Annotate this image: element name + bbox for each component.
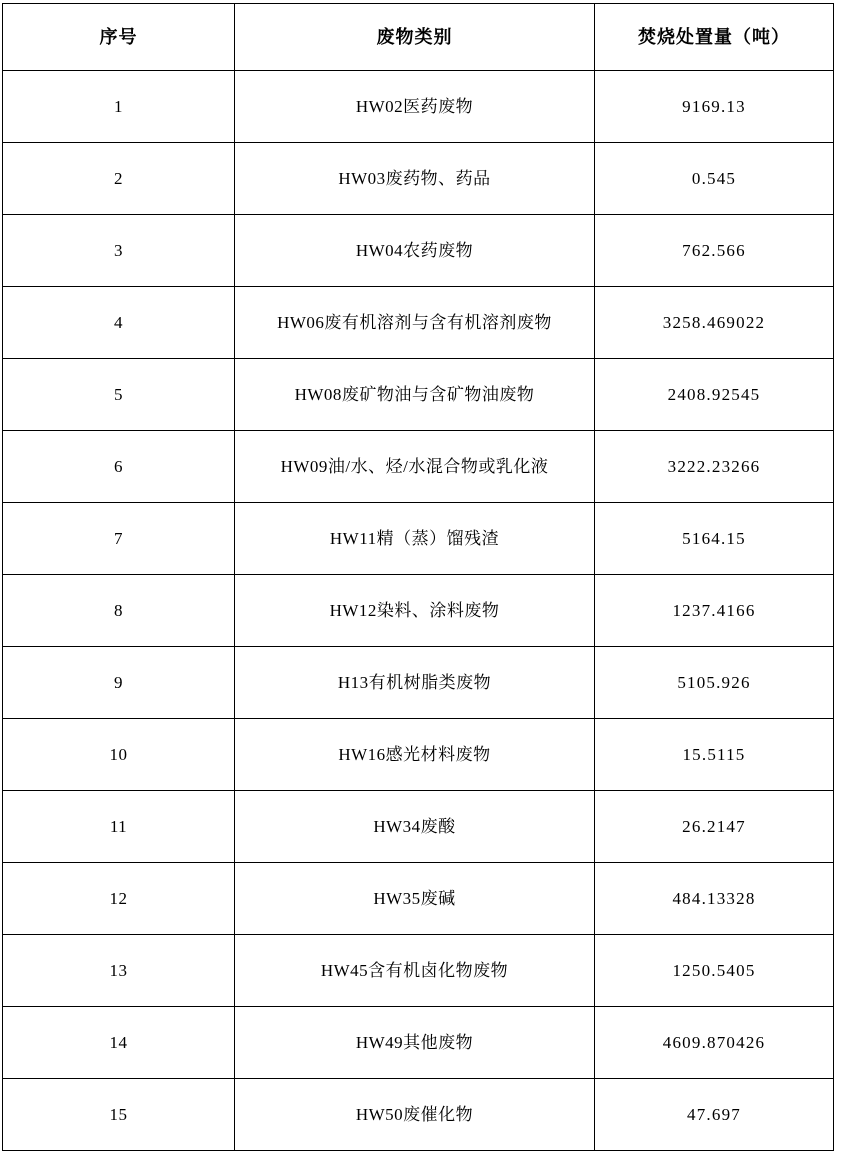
column-header-category: 废物类别	[235, 4, 595, 71]
cell-index: 6	[3, 431, 235, 503]
cell-amount: 3258.469022	[595, 287, 834, 359]
cell-index: 3	[3, 215, 235, 287]
cell-amount: 5164.15	[595, 503, 834, 575]
cell-category: HW34废酸	[235, 791, 595, 863]
column-header-index: 序号	[3, 4, 235, 71]
cell-category: HW08废矿物油与含矿物油废物	[235, 359, 595, 431]
cell-amount: 26.2147	[595, 791, 834, 863]
table-row	[3, 71, 834, 143]
table-row	[3, 575, 834, 647]
table-body	[3, 71, 834, 1151]
cell-amount: 1237.4166	[595, 575, 834, 647]
cell-amount: 484.13328	[595, 863, 834, 935]
cell-amount: 1250.5405	[595, 935, 834, 1007]
cell-index: 2	[3, 143, 235, 215]
column-header-amount: 焚烧处置量（吨）	[595, 4, 834, 71]
cell-index: 9	[3, 647, 235, 719]
table-row	[3, 863, 834, 935]
cell-index: 14	[3, 1007, 235, 1079]
cell-amount: 4609.870426	[595, 1007, 834, 1079]
cell-category: HW04农药废物	[235, 215, 595, 287]
cell-index: 11	[3, 791, 235, 863]
cell-index: 1	[3, 71, 235, 143]
cell-index: 5	[3, 359, 235, 431]
table-row	[3, 215, 834, 287]
cell-category: HW12染料、涂料废物	[235, 575, 595, 647]
document-sheet	[0, 3, 847, 1151]
cell-category: HW06废有机溶剂与含有机溶剂废物	[235, 287, 595, 359]
cell-category: HW50废催化物	[235, 1079, 595, 1151]
table-row	[3, 1079, 834, 1151]
cell-index: 13	[3, 935, 235, 1007]
table-row	[3, 359, 834, 431]
cell-amount: 0.545	[595, 143, 834, 215]
table-row	[3, 287, 834, 359]
table-row	[3, 791, 834, 863]
cell-category: HW45含有机卤化物废物	[235, 935, 595, 1007]
table-row	[3, 935, 834, 1007]
cell-category: HW16感光材料废物	[235, 719, 595, 791]
cell-amount: 5105.926	[595, 647, 834, 719]
table-row	[3, 143, 834, 215]
table-row	[3, 431, 834, 503]
cell-index: 15	[3, 1079, 235, 1151]
cell-amount: 3222.23266	[595, 431, 834, 503]
table-row	[3, 503, 834, 575]
cell-category: HW35废碱	[235, 863, 595, 935]
cell-amount: 15.5115	[595, 719, 834, 791]
cell-category: HW49其他废物	[235, 1007, 595, 1079]
table-row	[3, 719, 834, 791]
waste-incineration-table	[2, 3, 834, 1151]
cell-amount: 47.697	[595, 1079, 834, 1151]
cell-index: 7	[3, 503, 235, 575]
table-header	[3, 4, 834, 71]
cell-category: H13有机树脂类废物	[235, 647, 595, 719]
cell-category: HW03废药物、药品	[235, 143, 595, 215]
cell-category: HW09油/水、烃/水混合物或乳化液	[235, 431, 595, 503]
cell-index: 8	[3, 575, 235, 647]
table-row	[3, 1007, 834, 1079]
cell-category: HW11精（蒸）馏残渣	[235, 503, 595, 575]
cell-index: 10	[3, 719, 235, 791]
cell-index: 4	[3, 287, 235, 359]
cell-index: 12	[3, 863, 235, 935]
cell-amount: 2408.92545	[595, 359, 834, 431]
table-row	[3, 647, 834, 719]
cell-category: HW02医药废物	[235, 71, 595, 143]
cell-amount: 9169.13	[595, 71, 834, 143]
cell-amount: 762.566	[595, 215, 834, 287]
table-header-row	[3, 4, 834, 71]
